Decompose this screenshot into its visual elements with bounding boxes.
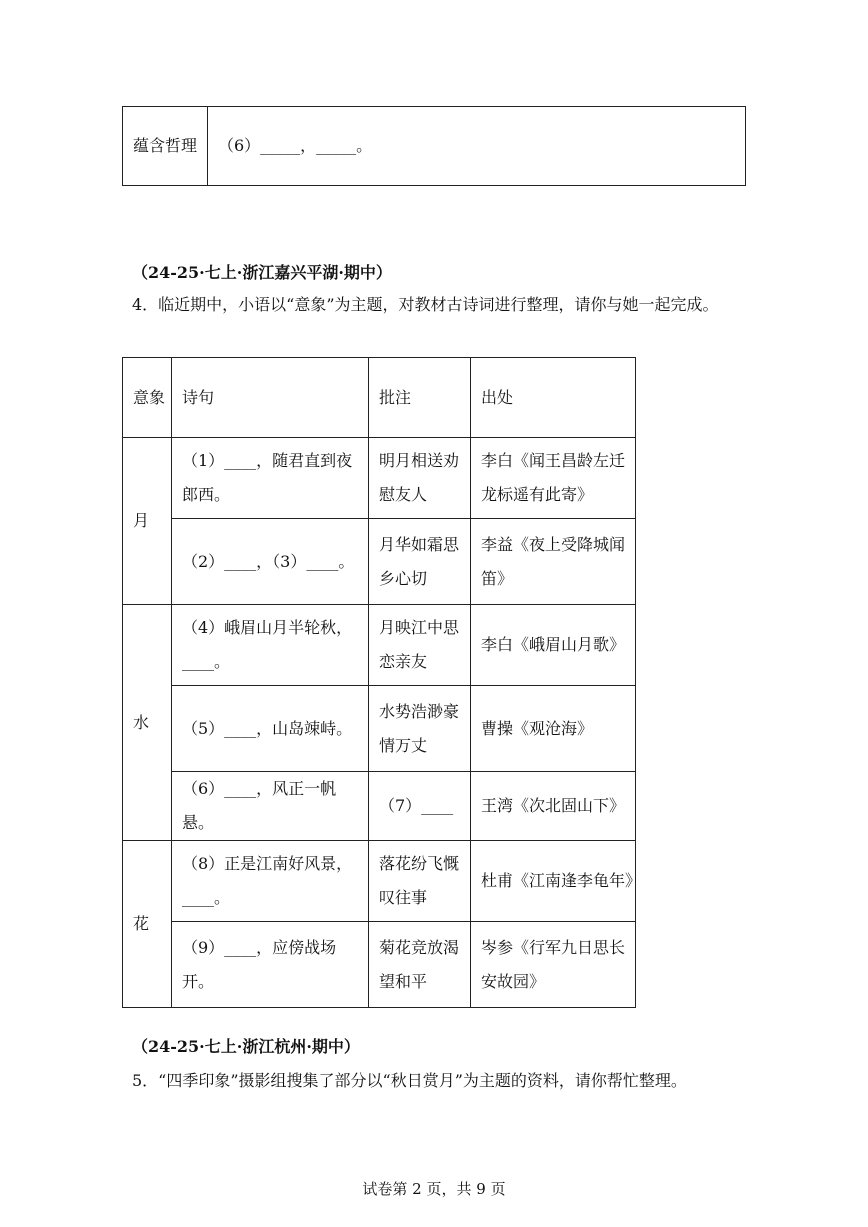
poem-cell: （8）正是江南好风景，____。 — [172, 841, 369, 922]
note-cell: （7）____ — [369, 772, 471, 841]
page-footer: 试卷第 2 页，共 9 页 — [362, 1180, 506, 1198]
note-cell: 月映江中思恋亲友 — [369, 605, 471, 686]
poem-cell: （5）____，山岛竦峙。 — [172, 686, 369, 772]
note-cell: 菊花竞放渴望和平 — [369, 922, 471, 1008]
source-cell: 杜甫《江南逢李龟年》 — [471, 841, 636, 922]
poem-cell: （1）____，随君直到夜郎西。 — [172, 438, 369, 519]
imagery-table — [122, 357, 642, 1008]
note-cell: 水势浩渺豪情万丈 — [369, 686, 471, 772]
q4-text: 4．临近期中，小语以“意象”为主题，对教材古诗词进行整理，请你与她一起完成。 — [132, 295, 719, 314]
imagery-flower: 花 — [123, 841, 172, 1008]
note-cell: 月华如霜思乡心切 — [369, 519, 471, 605]
table-row — [123, 438, 636, 519]
table-row — [123, 686, 636, 772]
source-cell: 岑参《行军九日思长安故园》 — [471, 922, 636, 1008]
source-cell: 王湾《次北固山下》 — [471, 772, 636, 841]
top-table — [122, 106, 746, 186]
imagery-moon: 月 — [123, 438, 172, 605]
source-cell: 曹操《观沧海》 — [471, 686, 636, 772]
header-imagery: 意象 — [123, 358, 172, 438]
table-row — [123, 605, 636, 686]
header-poem: 诗句 — [172, 358, 369, 438]
poem-cell: （2）____，（3）____。 — [172, 519, 369, 605]
q5-text: 5．“四季印象”摄影组搜集了部分以“秋日赏月”为主题的资料，请你帮忙整理。 — [132, 1071, 687, 1090]
table-row — [123, 772, 636, 841]
q5-source: （24-25·七上·浙江杭州·期中） — [132, 1037, 360, 1056]
header-source: 出处 — [471, 358, 636, 438]
source-cell: 李益《夜上受降城闻笛》 — [471, 519, 636, 605]
source-cell: 李白《闻王昌龄左迁龙标遥有此寄》 — [471, 438, 636, 519]
top-table-content: （6）_____，_____。 — [208, 107, 746, 186]
q4-source: （24-25·七上·浙江嘉兴平湖·期中） — [132, 263, 392, 282]
top-table-label: 蕴含哲理 — [123, 107, 208, 186]
table-row — [123, 922, 636, 1008]
poem-cell: （6）____，风正一帆悬。 — [172, 772, 369, 841]
imagery-water: 水 — [123, 605, 172, 841]
table-row — [123, 519, 636, 605]
poem-cell: （4）峨眉山月半轮秋，____。 — [172, 605, 369, 686]
table-row — [123, 841, 636, 922]
source-cell: 李白《峨眉山月歌》 — [471, 605, 636, 686]
poem-cell: （9）____，应傍战场开。 — [172, 922, 369, 1008]
header-note: 批注 — [369, 358, 471, 438]
note-cell: 落花纷飞慨叹往事 — [369, 841, 471, 922]
note-cell: 明月相送劝慰友人 — [369, 438, 471, 519]
